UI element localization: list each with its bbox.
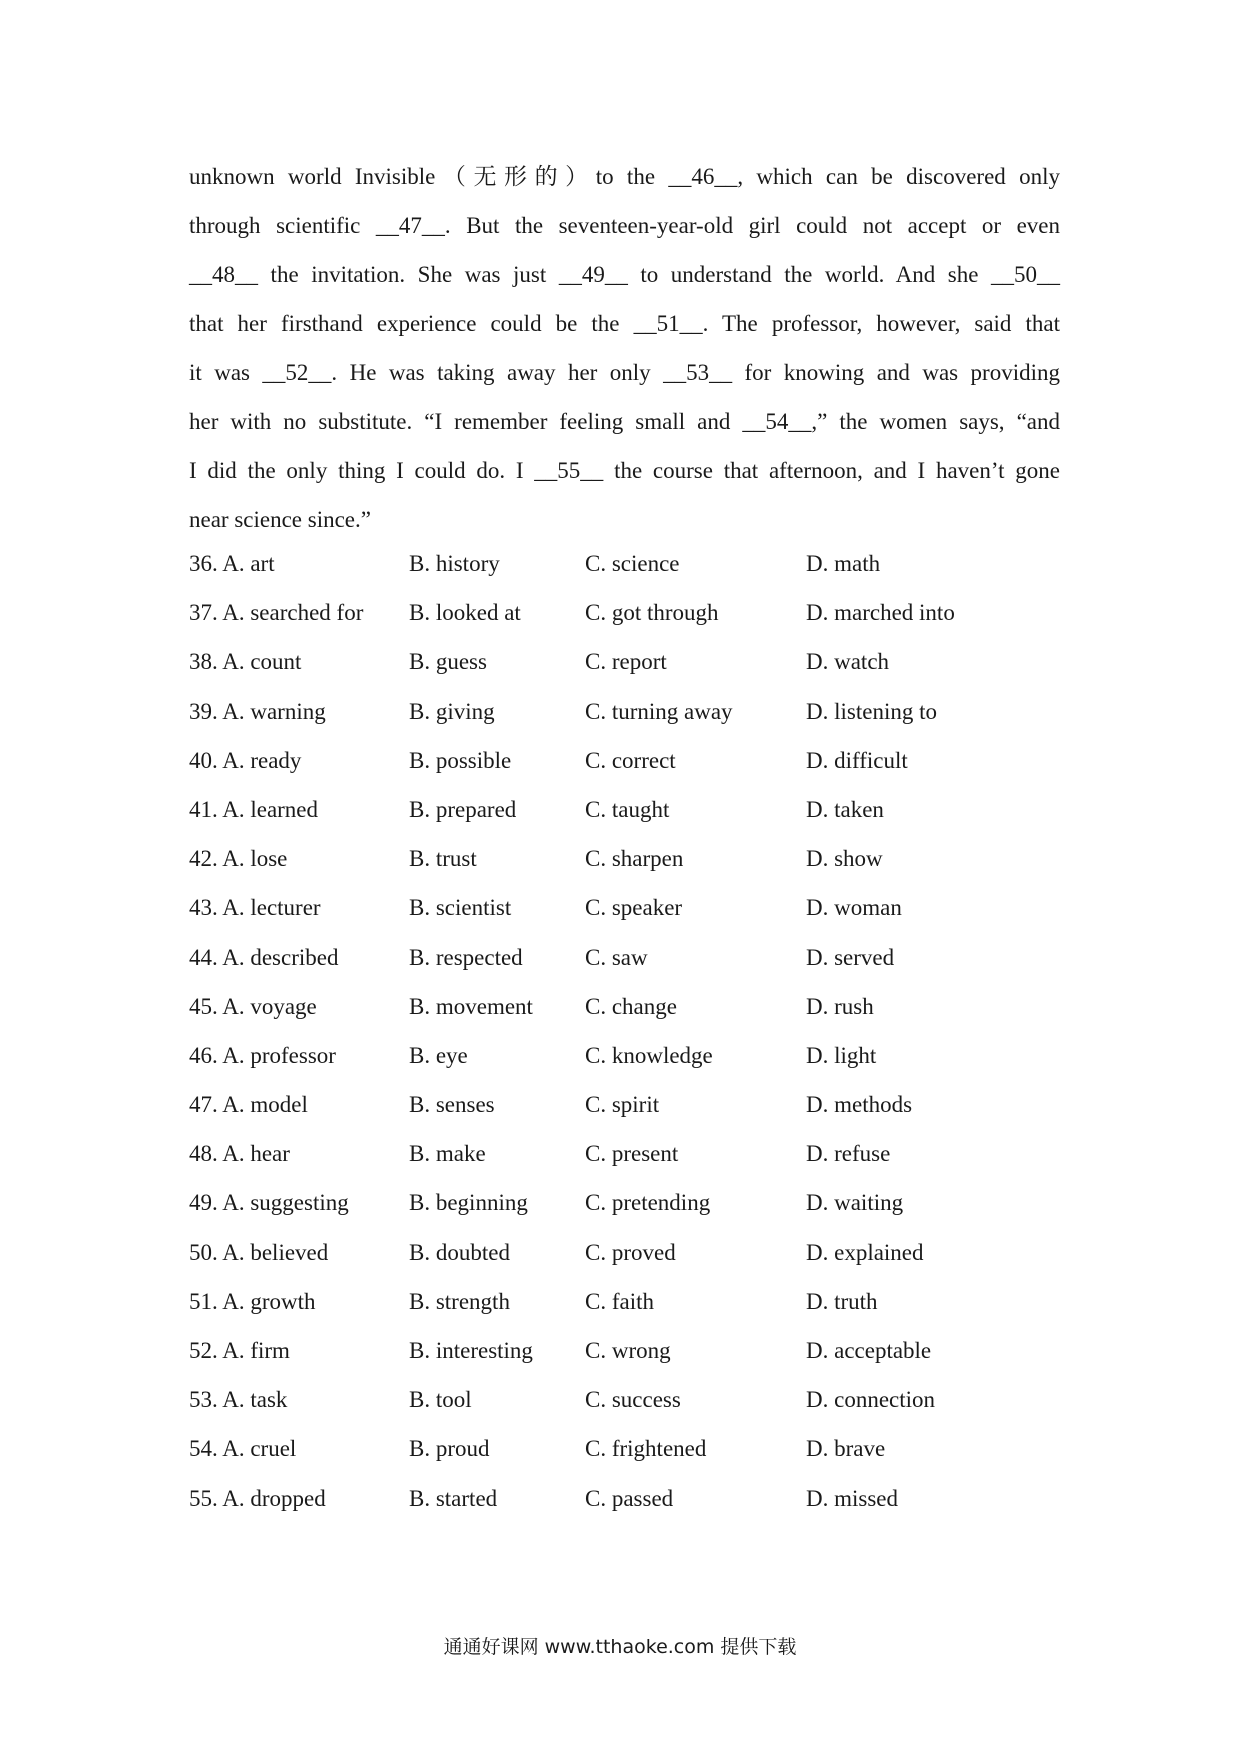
option-c: C. change [585,993,677,1019]
option-c: C. correct [585,747,676,773]
passage [189,157,1060,549]
option-d: D. difficult [806,747,908,773]
option-b: B. respected [409,944,523,970]
option-b: B. beginning [409,1190,528,1216]
option-d: D. show [806,846,883,872]
option-b: B. giving [409,698,495,724]
option-c: C. got through [585,600,719,626]
option-b: B. guess [409,649,487,675]
option-b: B. history [409,551,500,576]
option-b: B. doubted [409,1239,510,1265]
option-d: D. math [806,551,881,576]
option-a: 40. A. ready [189,747,302,773]
answer-options [189,544,1060,1528]
question-row [189,790,1060,839]
option-a: 39. A. warning [189,698,326,724]
question-row [189,1331,1060,1380]
option-b: B. strength [409,1288,510,1314]
option-d: D. acceptable [806,1338,932,1363]
option-a: 53. A. task [189,1387,288,1413]
option-a: 37. A. searched for [189,600,364,626]
question-row [189,1380,1060,1429]
option-a: 45. A. voyage [189,993,317,1019]
option-a: 52. A. firm [189,1338,290,1363]
question-row [189,593,1060,642]
passage-line: that her firsthand experience could be the __51__. The professor, however, said that [189,311,1060,336]
passage-line: it was __52__. He was taking away her only __53__ for knowing and was providing [189,360,1060,385]
option-d: D. explained [806,1239,924,1265]
option-b: B. possible [409,747,512,773]
question-row [189,1429,1060,1478]
option-b: B. tool [409,1387,472,1413]
option-b: B. prepared [409,796,517,822]
option-c: C. pretending [585,1190,711,1216]
question-row [189,1233,1060,1282]
passage-line: unknown world Invisible（无形的）to the __46__, which can be discovered only [189,164,1060,189]
option-c: C. success [585,1387,681,1413]
option-d: D. connection [806,1387,936,1413]
option-d: D. waiting [806,1190,904,1216]
option-d: D. listening to [806,698,937,724]
option-c: C. passed [585,1485,674,1511]
option-d: D. methods [806,1092,913,1118]
option-d: D. served [806,944,895,970]
option-b: B. make [409,1141,486,1167]
passage-line: her with no substitute. “I remember feeling small and __54__,” the women says, “and [189,409,1060,434]
option-a: 44. A. described [189,944,339,970]
option-a: 51. A. growth [189,1288,316,1314]
option-b: B. scientist [409,895,512,921]
option-a: 48. A. hear [189,1141,290,1167]
option-a: 46. A. professor [189,1042,336,1068]
option-c: C. frightened [585,1436,707,1462]
option-a: 54. A. cruel [189,1436,297,1462]
option-a: 42. A. lose [189,846,288,872]
option-b: B. proud [409,1436,490,1462]
passage-line: near science since.” [189,507,371,532]
question-row [189,938,1060,987]
option-a: 43. A. lecturer [189,895,321,921]
option-c: C. knowledge [585,1042,713,1068]
option-a: 41. A. learned [189,796,319,822]
option-c: C. report [585,649,667,675]
option-c: C. sharpen [585,846,684,872]
passage-line: I did the only thing I could do. I __55__ the course that afternoon, and I haven’t gone [189,458,1060,483]
option-d: D. woman [806,895,902,921]
option-a: 55. A. dropped [189,1485,326,1511]
option-a: 49. A. suggesting [189,1190,349,1216]
option-b: B. eye [409,1042,468,1068]
question-row [189,888,1060,937]
question-row [189,1036,1060,1085]
option-b: B. started [409,1485,498,1511]
question-row [189,839,1060,888]
question-row [189,1134,1060,1183]
option-d: D. watch [806,649,890,675]
option-a: 38. A. count [189,649,302,675]
question-row [189,544,1060,593]
option-a: 36. A. art [189,551,275,576]
option-d: D. truth [806,1288,878,1314]
option-d: D. brave [806,1436,886,1462]
option-a: 47. A. model [189,1092,308,1118]
question-row [189,1282,1060,1331]
option-d: D. rush [806,993,874,1019]
question-row [189,642,1060,691]
option-b: B. movement [409,993,533,1019]
option-b: B. interesting [409,1338,533,1363]
option-c: C. present [585,1141,679,1167]
option-c: C. spirit [585,1092,660,1118]
footer-text: 通通好课网 www.tthaoke.com 提供下载 [443,1636,797,1658]
option-d: D. light [806,1042,877,1068]
option-c: C. science [585,551,680,576]
option-c: C. turning away [585,698,733,724]
option-d: D. taken [806,796,884,822]
option-a: 50. A. believed [189,1239,329,1265]
option-b: B. trust [409,846,477,872]
option-d: D. marched into [806,600,955,626]
question-row [189,1479,1060,1528]
question-row [189,692,1060,741]
question-row [189,987,1060,1036]
option-c: C. speaker [585,895,683,921]
option-b: B. senses [409,1092,495,1118]
option-b: B. looked at [409,600,521,626]
option-c: C. saw [585,944,648,970]
option-c: C. taught [585,796,670,822]
question-row [189,741,1060,790]
option-d: D. refuse [806,1141,891,1167]
passage-line: through scientific __47__. But the seventeen-year-old girl could not accept or even [189,213,1060,238]
question-row [189,1085,1060,1134]
option-c: C. faith [585,1288,654,1314]
question-row [189,1183,1060,1232]
option-c: C. proved [585,1239,676,1265]
option-c: C. wrong [585,1338,671,1363]
passage-line: __48__ the invitation. She was just __49__ to understand the world. And she __50__ [189,262,1060,287]
option-d: D. missed [806,1485,898,1511]
